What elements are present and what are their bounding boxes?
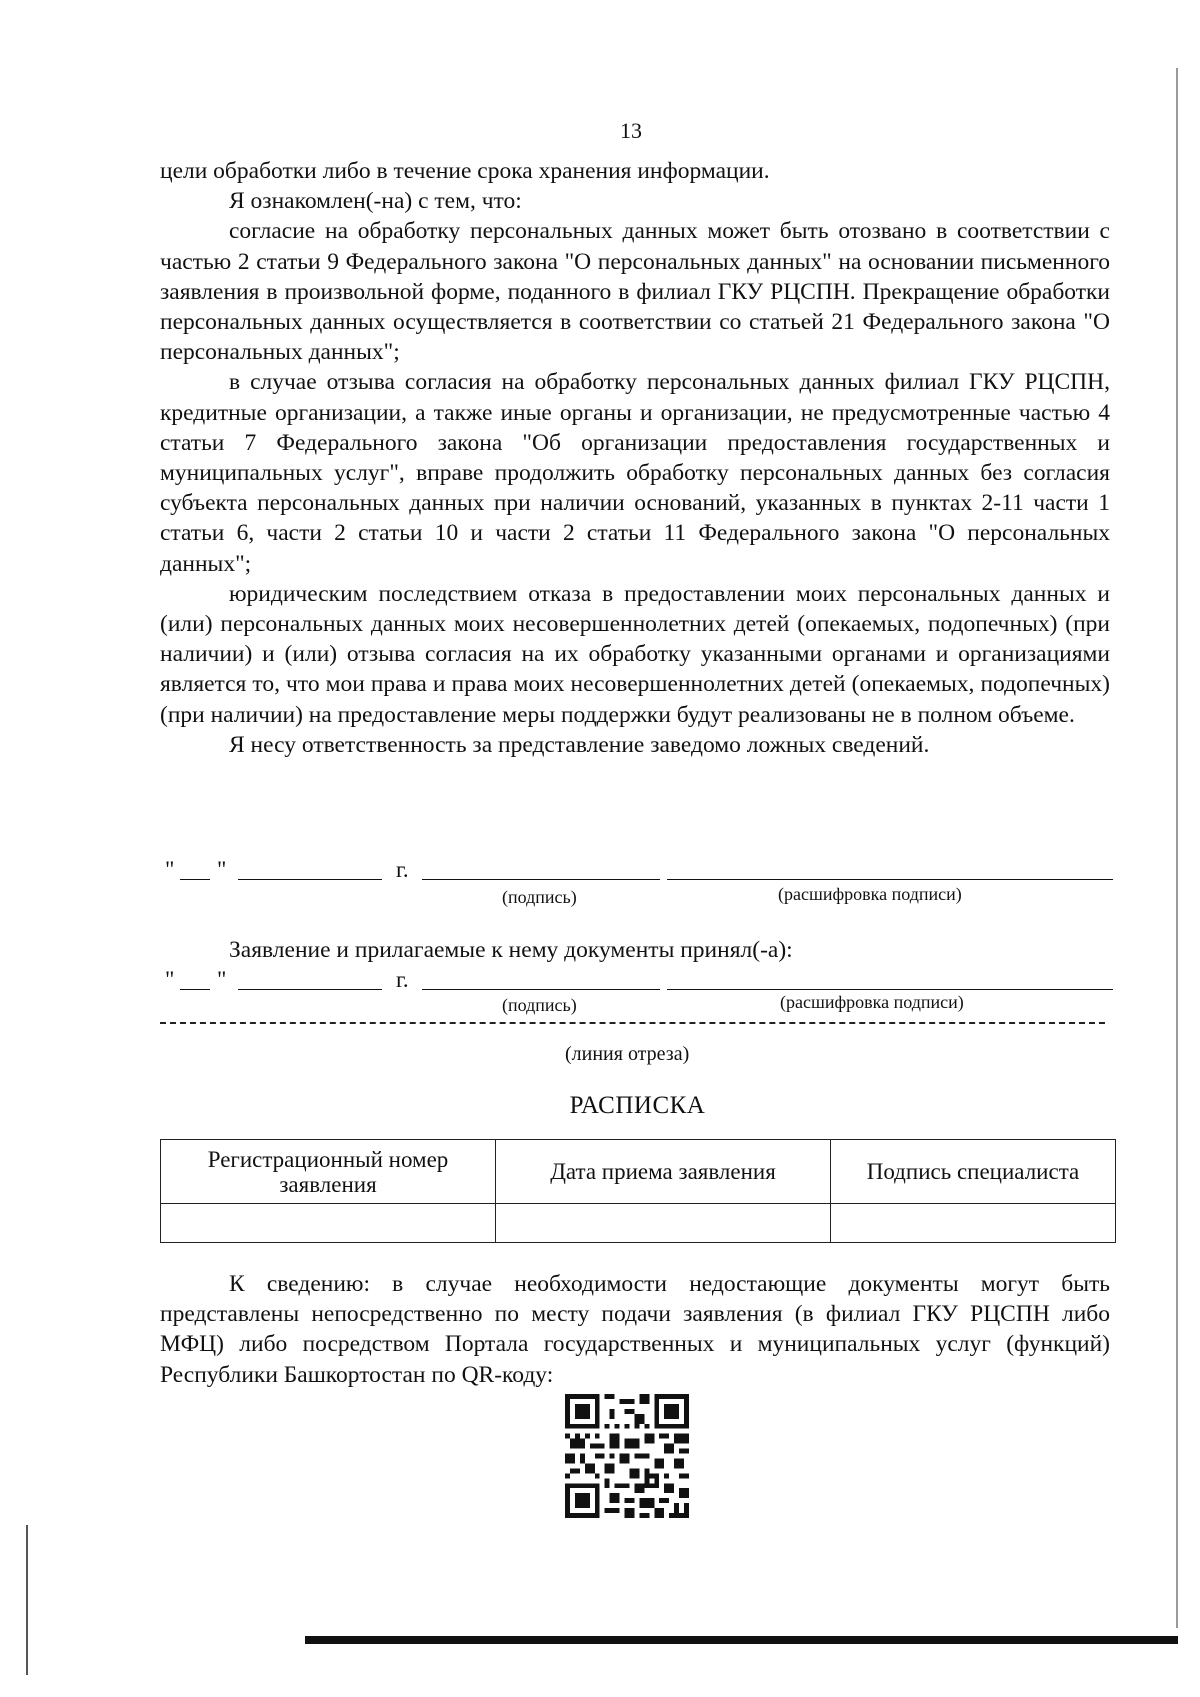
registration-number-cell[interactable] xyxy=(161,1204,496,1243)
accepted-text: Заявление и прилагаемые к нему документы принял(-а): xyxy=(229,937,793,963)
month-field[interactable] xyxy=(238,969,382,990)
specialist-signature-cell[interactable] xyxy=(831,1204,1116,1243)
paragraph-responsibility: Я несу ответственность за представление заведомо ложных сведений. xyxy=(229,731,930,758)
receipt-table xyxy=(160,1139,1116,1243)
cut-line xyxy=(160,1022,1105,1024)
cut-line-caption: (линия отреза) xyxy=(565,1043,690,1065)
receipt-date-cell[interactable] xyxy=(496,1204,831,1243)
date-quote-close: " xyxy=(217,857,227,882)
paragraph-legal-consequence: юридическим последствием отказа в предоставлении моих персональных данных и (или) персональных данных моих несовершеннолетних детей (опекаемых, подопечных) (при наличии) и (или) отзыва согласия на их обработку указанными органами и организациями является то, что мои права и права моих несовершеннолетних детей (опекаемых, подопечных) (при наличии) на предоставление меры поддержки будут реализованы не в полном объеме. xyxy=(160,580,1110,728)
date-quote-close: " xyxy=(217,967,227,992)
signature-decode-caption: (расшифровка подписи) xyxy=(778,884,962,904)
date-quote-open: " xyxy=(165,967,175,992)
table-row xyxy=(161,1204,1116,1243)
signature-field[interactable] xyxy=(422,969,660,990)
receipt-title: РАСПИСКА xyxy=(569,1092,706,1119)
signature-decode-caption: (расшифровка подписи) xyxy=(780,992,964,1012)
paragraph-consent-revocation: согласие на обработку персональных данных может быть отозвано в соответствии с частью 2 статьи 9 Федерального закона "О персональных данных" на основании письменного заявления в произвольной форме, поданного в филиал ГКУ РЦСПН. Прекращение обработки персональных данных осуществляется в соответствии со статьей 21 Федерального закона "О персональных данных"; xyxy=(160,218,1110,366)
header-registration-number: Регистрационный номер заявления xyxy=(161,1140,496,1204)
note-text: К сведению: в случае необходимости недостающие документы могут быть представлены непосредственно по месту подачи заявления (в филиал ГКУ РЦСПН либо МФЦ) либо посредством Портала государственных и муниципальных услуг (функций) Республики Башкортостан по QR-коду: xyxy=(160,1271,1110,1388)
year-suffix: г. xyxy=(396,857,409,882)
scan-left-mark xyxy=(26,1525,28,1675)
signature-decode-field[interactable] xyxy=(667,969,1113,990)
header-receipt-date: Дата приема заявления xyxy=(496,1140,831,1204)
table-header-row xyxy=(161,1140,1116,1204)
year-suffix: г. xyxy=(396,967,409,992)
header-specialist-signature: Подпись специалиста xyxy=(831,1140,1116,1204)
paragraph-acknowledged: Я ознакомлен(-на) с тем, что: xyxy=(229,188,522,215)
scan-edge-line xyxy=(1176,68,1178,1628)
signature-caption: (подпись) xyxy=(502,887,577,907)
signature-field[interactable] xyxy=(422,859,660,880)
scan-bottom-bar xyxy=(305,1636,1178,1644)
month-field[interactable] xyxy=(238,859,382,880)
signature-caption: (подпись) xyxy=(502,995,577,1015)
body-text xyxy=(160,156,1110,760)
signature-decode-field[interactable] xyxy=(667,859,1113,880)
page-number: 13 xyxy=(620,118,642,143)
day-field[interactable] xyxy=(180,859,210,880)
paragraph-continuation: цели обработки либо в течение срока хранения информации. xyxy=(160,158,770,184)
date-quote-open: " xyxy=(165,857,175,882)
day-field[interactable] xyxy=(180,969,210,990)
paragraph-withdrawal-case: в случае отзыва согласия на обработку персональных данных филиал ГКУ РЦСПН, кредитные организации, а также иные органы и организации, не предусмотренные частью 4 статьи 7 Федерального закона "Об организации предоставления государственных и муниципальных услуг", вправе продолжить обработку персональных данных без согласия субъекта персональных данных при наличии оснований, указанных в пунктах 2-11 части 1 статьи 6, части 2 статьи 10 и части 2 статьи 11 Федерального закона "О персональных данных"; xyxy=(160,369,1110,577)
qr-code-icon[interactable] xyxy=(565,1394,689,1518)
